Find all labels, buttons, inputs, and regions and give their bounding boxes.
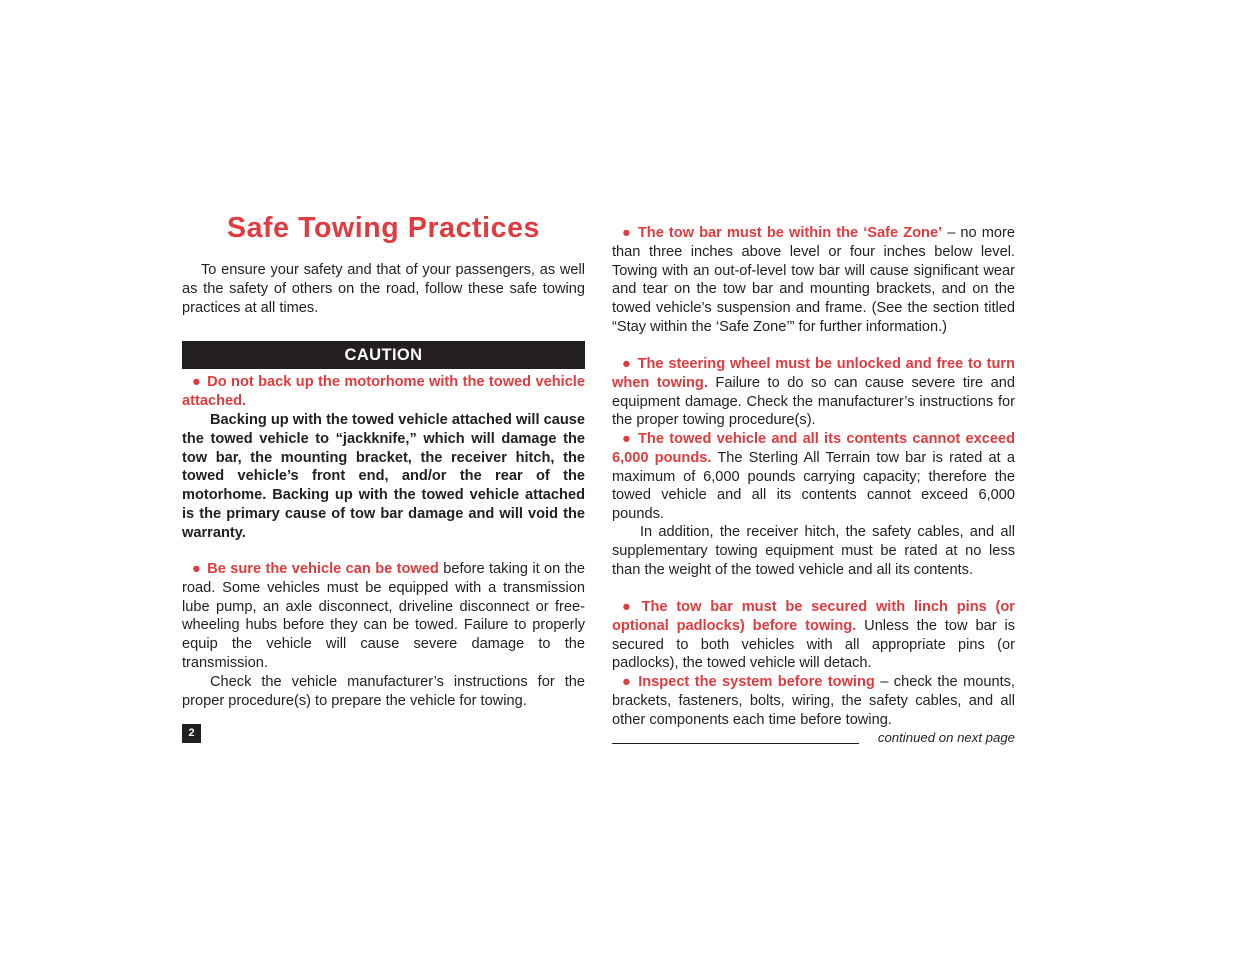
bullet-icon: ● <box>622 674 633 690</box>
caution-body: Backing up with the towed vehicle attached will cause the towed vehicle to “jackknife,” which will damage the tow bar, the mounting bracket, the receiver hitch, the towed vehicle’s front end, and/or the rear of the motorhome. Backing up with the towed vehicle attached is the primary cause of tow bar damage and will void the warranty. <box>182 412 585 541</box>
towable-lead-text: Be sure the vehicle can be towed <box>207 561 439 577</box>
weight-body-text: The Sterling All Terrain tow bar is rated at a maximum of 6,000 pounds carrying capacity; therefore the towed vehicle and all its contents cannot exceed 6,000 pounds. <box>612 449 1015 522</box>
bullet-icon: ● <box>622 356 632 372</box>
inspect-body-text: – check the mounts, brackets, fasteners, bolts, wiring, the safety cables, and all other components each time before towing. <box>612 674 1015 728</box>
linch-pins-item <box>612 598 1015 673</box>
inspect-lead-text: Inspect the system before towing <box>638 674 875 690</box>
steering-wheel-item <box>612 355 1015 430</box>
intro-paragraph: To ensure your safety and that of your passengers, as well as the safety of others on the road, follow these safe towing practices at all times. <box>182 262 585 316</box>
caution-lead-text: Do not back up the motorhome with the towed vehicle attached. <box>182 374 585 409</box>
check-instructions-paragraph: Check the vehicle manufacturer’s instructions for the proper procedure(s) to prepare the vehicle for towing. <box>182 674 585 709</box>
caution-heading: CAUTION <box>182 341 585 369</box>
page-title: Safe Towing Practices <box>226 212 540 244</box>
bullet-icon: ● <box>622 431 633 447</box>
towable-body-text: before taking it on the road. Some vehicles must be equipped with a transmission lube pump, an axle disconnect, driveline disconnect or free-wheeling hubs before they can be towed. Failure to properly equip the vehicle will cause severe damage to the transmission. <box>182 561 585 671</box>
safe-zone-body-text: – no more than three inches above level or four inches below level. Towing with an out-of-level tow bar will cause significant wear and tear on the tow bar and mounting brackets, and on the towed vehicle’s suspension and frame. (See the section titled “Stay within the ‘Safe Zone’” for further information.) <box>612 225 1016 335</box>
bullet-icon: ● <box>192 374 202 390</box>
safe-zone-lead-text: The tow bar must be within the ‘Safe Zone’ <box>637 225 943 241</box>
page-number: 2 <box>182 724 201 743</box>
bullet-icon: ● <box>622 225 632 241</box>
steering-body-text: Failure to do so can cause severe tire and equipment damage. Check the manufacturer’s instructions for the proper towing procedure(s). <box>612 374 1015 429</box>
linch-pins-lead-text: The tow bar must be secured with linch pins (or optional padlocks) before towing. <box>612 599 1015 634</box>
addition-paragraph: In addition, the receiver hitch, the safety cables, and all supplementary towing equipment must be rated at no less than the weight of the towed vehicle and all its contents. <box>612 524 1015 578</box>
inspect-item <box>612 673 1015 729</box>
weight-limit-item <box>612 430 1015 524</box>
continued-divider <box>612 743 859 744</box>
bullet-icon: ● <box>192 561 202 577</box>
caution-item-lead <box>182 373 585 411</box>
linch-pins-body-text: Unless the tow bar is secured to both vehicles with all appropriate pins (or padlocks), the towed vehicle will detach. <box>612 617 1015 672</box>
towable-item <box>182 560 585 673</box>
safe-zone-item <box>612 224 1015 337</box>
weight-lead-text: The towed vehicle and all its contents cannot exceed 6,000 pounds. <box>612 431 1015 466</box>
continued-note: continued on next page <box>877 730 1015 745</box>
bullet-icon: ● <box>622 599 636 615</box>
steering-lead-text: The steering wheel must be unlocked and free to turn when towing. <box>612 356 1015 391</box>
